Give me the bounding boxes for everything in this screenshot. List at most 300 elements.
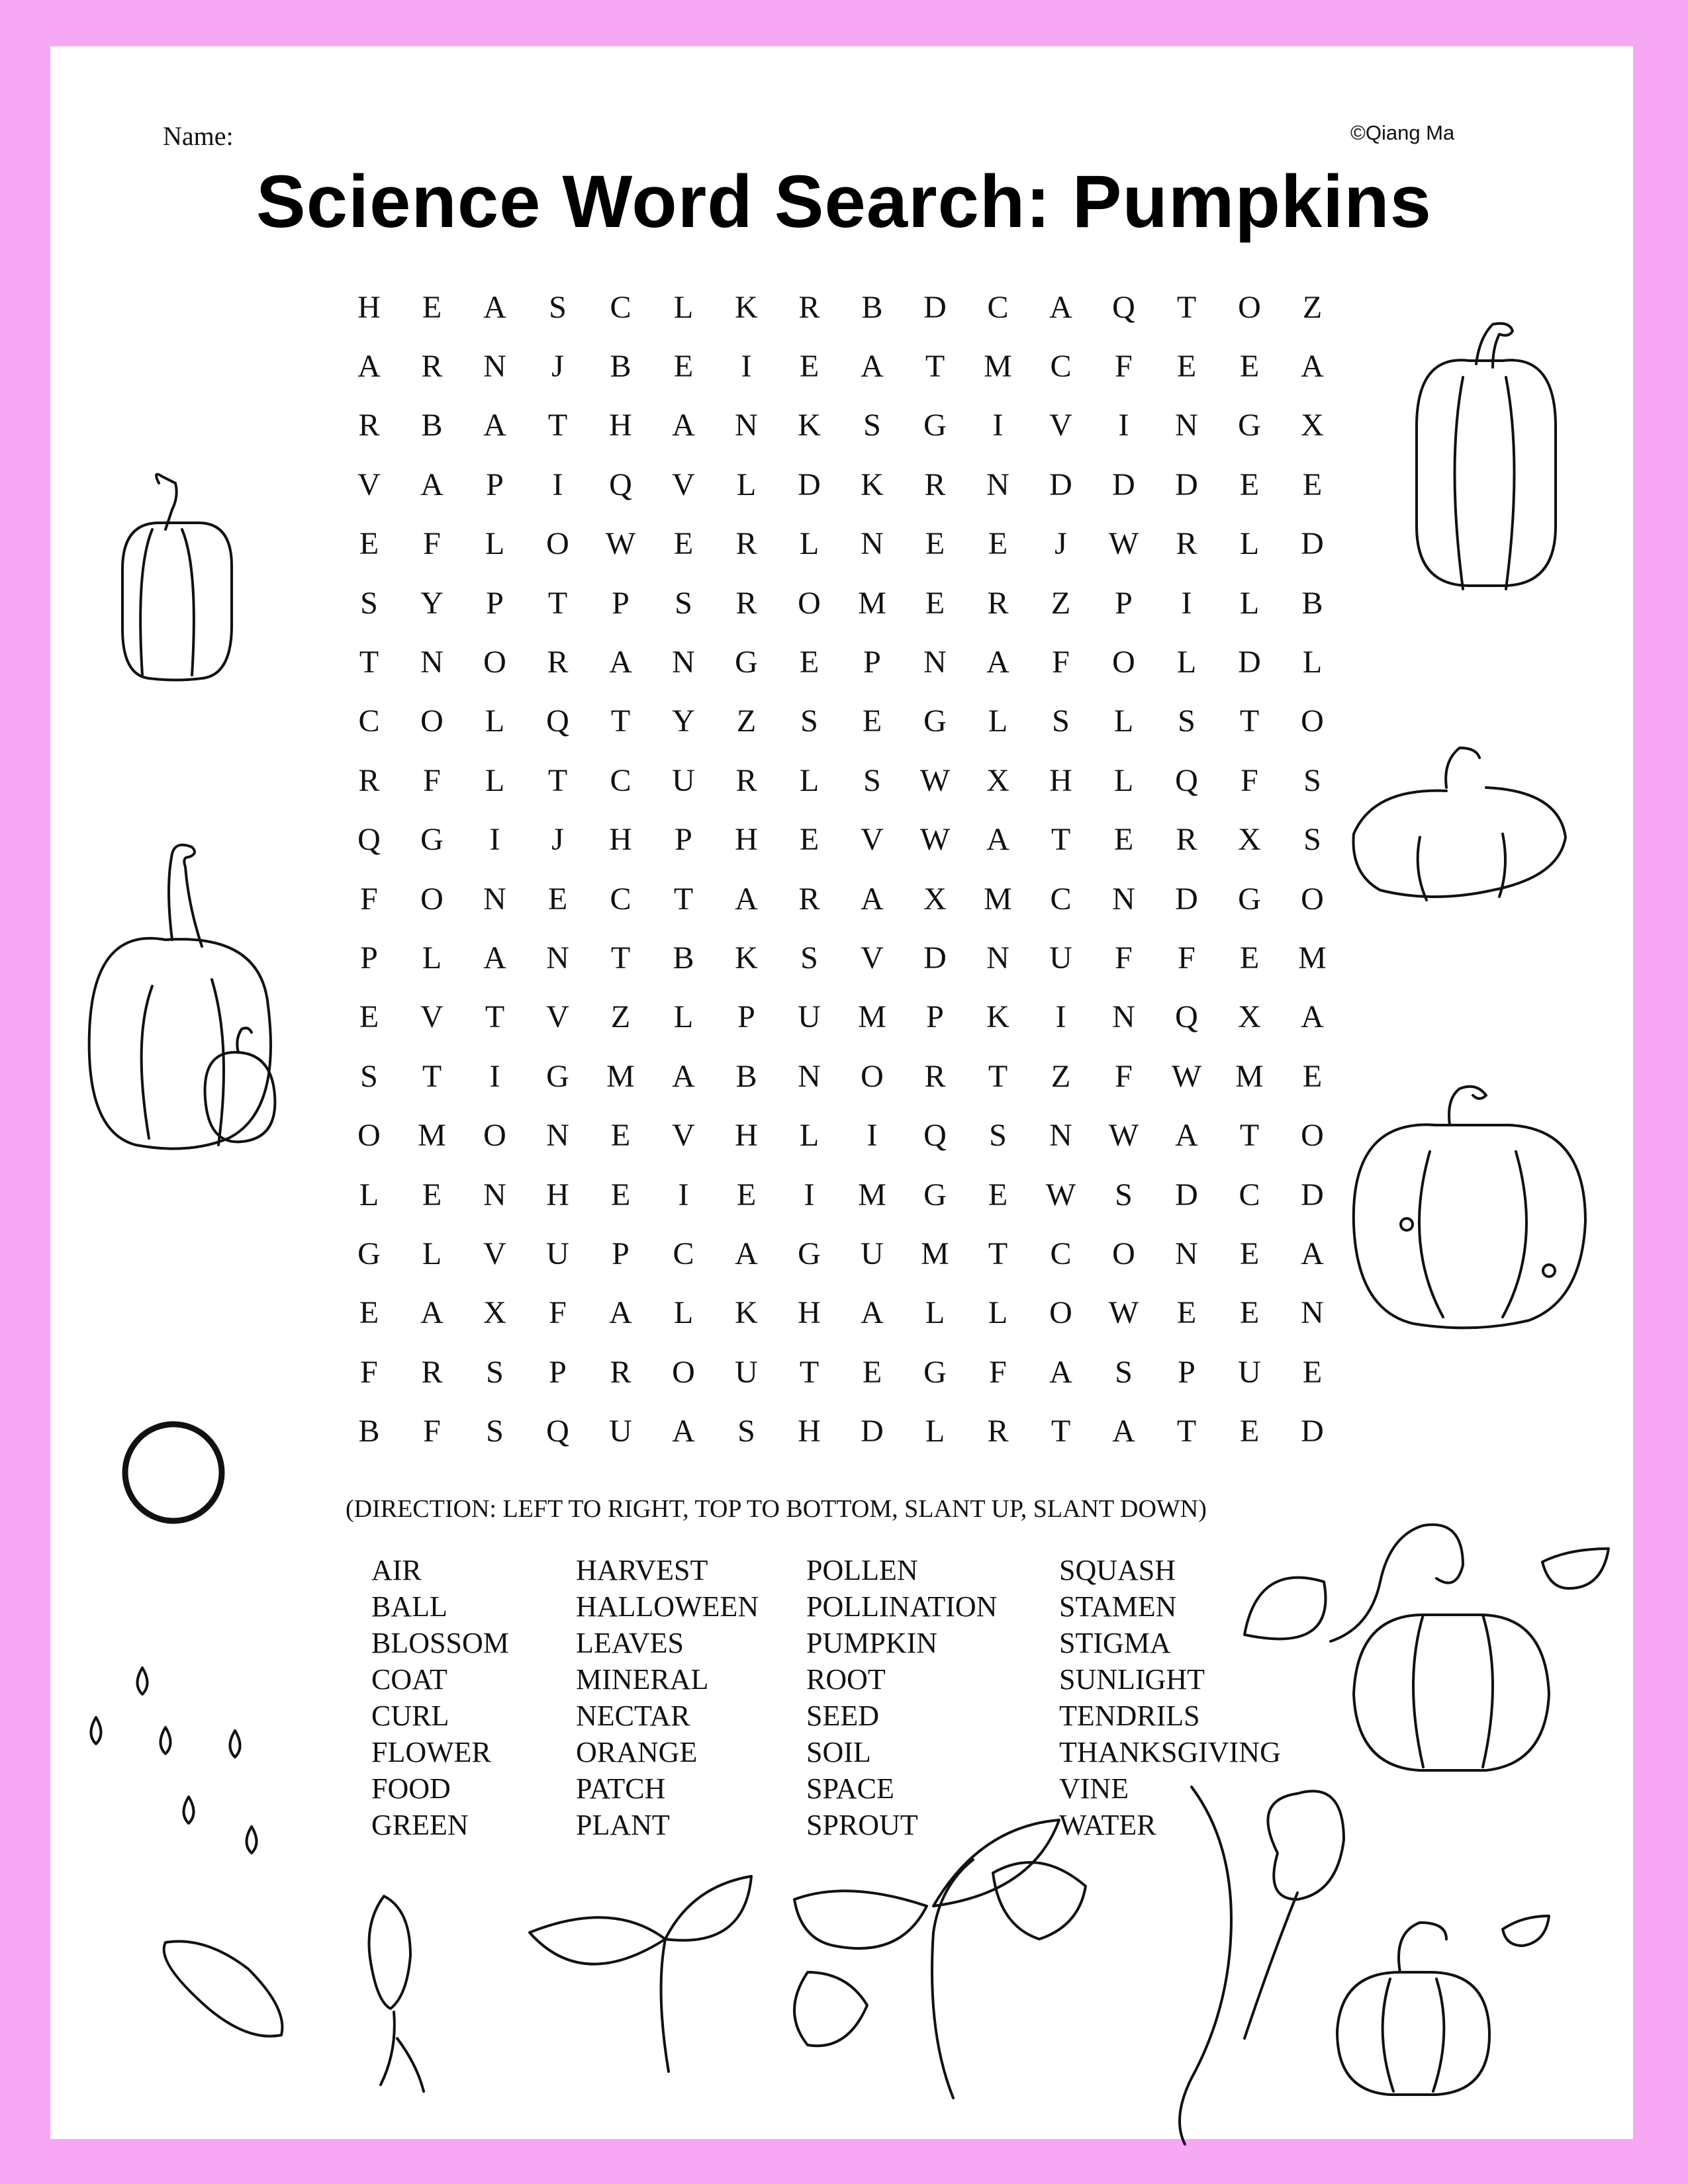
grid-letter: A: [672, 408, 695, 443]
grid-letter: A: [483, 289, 506, 325]
word-list-item: PLANT: [576, 1809, 670, 1841]
grid-letter: V: [861, 940, 884, 976]
word-list-item: STIGMA: [1059, 1627, 1171, 1659]
word-list-item: TENDRILS: [1059, 1700, 1200, 1732]
grid-row: [338, 278, 1344, 337]
grid-letter: A: [986, 645, 1009, 680]
word-list-item: LEAVES: [576, 1627, 684, 1659]
grid-letter: S: [360, 1058, 378, 1094]
grid-letter: T: [1051, 822, 1071, 858]
grid-letter: E: [862, 1354, 882, 1390]
grid-letter: T: [925, 349, 945, 385]
grid-letter: T: [799, 1354, 820, 1390]
grid-letter: Q: [1175, 999, 1198, 1035]
grid-letter: R: [610, 1354, 632, 1390]
grid-letter: A: [1049, 289, 1072, 325]
grid-letter: A: [735, 1236, 758, 1271]
grid-letter: P: [863, 645, 881, 680]
grid-letter: O: [420, 704, 444, 739]
grid-letter: D: [861, 1414, 884, 1449]
grid-letter: L: [799, 762, 820, 798]
word-list-item: GREEN: [371, 1809, 469, 1841]
grid-letter: L: [1176, 645, 1197, 680]
grid-letter: L: [673, 999, 694, 1035]
grid-letter: A: [1112, 1414, 1135, 1449]
grid-letter: Q: [546, 704, 569, 739]
grid-letter: M: [418, 1118, 446, 1154]
grid-letter: E: [862, 704, 882, 739]
grid-letter: N: [1049, 1118, 1072, 1154]
grid-letter: L: [799, 1118, 820, 1154]
grid-letter: L: [988, 704, 1008, 739]
grid-letter: E: [988, 526, 1008, 562]
grid-letter: R: [987, 1414, 1009, 1449]
grid-row: [338, 515, 1344, 574]
word-list-item: MINERAL: [576, 1663, 709, 1696]
grid-letter: R: [1176, 822, 1197, 858]
grid-letter: N: [798, 1058, 821, 1094]
grid-letter: G: [923, 1354, 947, 1390]
word-list-item: ORANGE: [576, 1736, 698, 1768]
grid-letter: E: [547, 881, 568, 917]
grid-letter: T: [988, 1236, 1008, 1271]
grid-letter: A: [420, 467, 444, 502]
grid-letter: K: [735, 1295, 758, 1331]
grid-letter: L: [485, 762, 505, 798]
grid-letter: T: [610, 940, 631, 976]
grid-letter: O: [1301, 881, 1324, 917]
grid-letter: C: [1239, 1177, 1260, 1212]
grid-letter: O: [1112, 645, 1135, 680]
grid-letter: P: [1178, 1354, 1196, 1390]
grid-letter: A: [861, 1295, 884, 1331]
grid-letter: D: [1175, 1177, 1198, 1212]
grid-letter: L: [1113, 704, 1134, 739]
word-list-item: SPROUT: [806, 1809, 918, 1841]
grid-letter: G: [546, 1058, 569, 1094]
grid-letter: K: [735, 940, 758, 976]
grid-letter: S: [863, 762, 881, 798]
grid-letter: L: [736, 467, 757, 502]
grid-letter: C: [1050, 349, 1072, 385]
grid-letter: C: [1050, 1236, 1072, 1271]
grid-row: [338, 929, 1344, 987]
grid-letter: F: [360, 1354, 378, 1390]
grid-letter: B: [358, 1414, 380, 1449]
grid-letter: T: [547, 408, 568, 443]
grid-letter: I: [1181, 585, 1192, 621]
grid-letter: L: [422, 940, 442, 976]
copyright-notice: ©Qiang Ma: [1350, 121, 1455, 144]
grid-letter: T: [1239, 704, 1260, 739]
grid-letter: W: [919, 762, 951, 798]
grid-row: [338, 692, 1344, 751]
grid-letter: B: [735, 1058, 757, 1094]
grid-letter: H: [609, 822, 632, 858]
grid-letter: A: [861, 881, 884, 917]
grid-letter: I: [992, 408, 1004, 443]
grid-letter: S: [863, 408, 881, 443]
grid-letter: O: [483, 1118, 506, 1154]
grid-letter: C: [358, 704, 380, 739]
grid-letter: N: [672, 645, 695, 680]
grid-row: [338, 1165, 1344, 1224]
grid-letter: J: [1055, 526, 1067, 562]
grid-letter: E: [988, 1177, 1008, 1212]
grid-letter: G: [923, 1177, 947, 1212]
grid-letter: K: [986, 999, 1009, 1035]
grid-letter: R: [924, 1058, 946, 1094]
grid-letter: G: [1238, 881, 1261, 917]
grid-letter: U: [1238, 1354, 1261, 1390]
grid-letter: N: [483, 349, 506, 385]
grid-letter: R: [1176, 526, 1197, 562]
direction-note: (DIRECTION: LEFT TO RIGHT, TOP TO BOTTOM, SLANT UP, SLANT DOWN): [346, 1495, 1207, 1523]
grid-letter: R: [987, 585, 1009, 621]
grid-letter: A: [483, 408, 506, 443]
grid-letter: E: [422, 1177, 442, 1212]
grid-letter: S: [800, 704, 818, 739]
grid-letter: C: [610, 289, 632, 325]
grid-letter: L: [1239, 526, 1260, 562]
grid-letter: O: [357, 1118, 381, 1154]
grid-letter: K: [861, 467, 884, 502]
grid-letter: M: [1298, 940, 1327, 976]
grid-letter: V: [861, 822, 884, 858]
grid-letter: U: [798, 999, 821, 1035]
grid-letter: H: [798, 1414, 821, 1449]
grid-letter: D: [923, 289, 947, 325]
word-list-item: ROOT: [806, 1663, 886, 1696]
word-list-item: FOOD: [371, 1772, 451, 1805]
word-search-grid: [338, 278, 1344, 1469]
grid-letter: E: [925, 526, 945, 562]
grid-letter: E: [1176, 1295, 1197, 1331]
word-list-column-1: [371, 1552, 509, 1843]
grid-letter: S: [549, 289, 567, 325]
grid-letter: N: [1175, 408, 1198, 443]
grid-letter: J: [551, 822, 564, 858]
grid-letter: T: [1176, 289, 1197, 325]
grid-letter: E: [1239, 349, 1260, 385]
grid-letter: N: [1301, 1295, 1324, 1331]
word-list-column-4: [1059, 1552, 1281, 1843]
grid-letter: F: [423, 526, 441, 562]
grid-letter: E: [610, 1177, 631, 1212]
grid-letter: L: [422, 1236, 442, 1271]
grid-letter: A: [1301, 999, 1324, 1035]
grid-letter: P: [737, 999, 755, 1035]
word-list-item: SEED: [806, 1700, 879, 1732]
grid-letter: T: [1239, 1118, 1260, 1154]
grid-letter: N: [420, 645, 444, 680]
grid-letter: E: [1302, 1354, 1323, 1390]
grid-letter: E: [925, 585, 945, 621]
grid-letter: O: [1301, 704, 1324, 739]
grid-letter: U: [861, 1236, 884, 1271]
grid-letter: E: [610, 1118, 631, 1154]
grid-letter: T: [1176, 1414, 1197, 1449]
grid-letter: X: [923, 881, 947, 917]
word-list-item: SUNLIGHT: [1059, 1663, 1205, 1696]
grid-letter: H: [735, 822, 758, 858]
grid-letter: N: [1112, 881, 1135, 917]
grid-letter: T: [422, 1058, 442, 1094]
grid-letter: I: [489, 822, 500, 858]
grid-letter: A: [861, 349, 884, 385]
grid-letter: D: [798, 467, 821, 502]
word-list-column-2: [576, 1552, 759, 1843]
grid-letter: P: [675, 822, 692, 858]
grid-letter: A: [609, 1295, 632, 1331]
grid-letter: P: [549, 1354, 567, 1390]
grid-letter: E: [673, 526, 694, 562]
grid-row: [338, 1284, 1344, 1343]
grid-letter: O: [483, 645, 506, 680]
grid-letter: L: [988, 1295, 1008, 1331]
word-list-item: PATCH: [576, 1772, 666, 1805]
grid-letter: M: [858, 585, 886, 621]
grid-letter: N: [546, 1118, 569, 1154]
grid-letter: L: [1239, 585, 1260, 621]
grid-letter: S: [737, 1414, 755, 1449]
grid-letter: S: [675, 585, 692, 621]
grid-letter: F: [1052, 645, 1070, 680]
grid-letter: E: [1239, 940, 1260, 976]
word-list-item: POLLEN: [806, 1554, 918, 1586]
grid-letter: F: [549, 1295, 567, 1331]
grid-letter: O: [1238, 289, 1261, 325]
grid-letter: E: [1239, 1236, 1260, 1271]
grid-letter: K: [735, 289, 758, 325]
grid-letter: W: [605, 526, 636, 562]
grid-letter: R: [358, 408, 380, 443]
grid-letter: D: [1175, 881, 1198, 917]
grid-letter: M: [1235, 1058, 1264, 1094]
grid-letter: D: [1301, 1414, 1324, 1449]
grid-letter: A: [1175, 1118, 1198, 1154]
word-list-item: PUMPKIN: [806, 1627, 938, 1659]
grid-letter: X: [483, 1295, 506, 1331]
grid-letter: X: [986, 762, 1009, 798]
word-list-item: HALLOWEEN: [576, 1590, 759, 1623]
grid-letter: C: [610, 881, 632, 917]
grid-letter: E: [1302, 1058, 1323, 1094]
grid-row: [338, 811, 1344, 870]
grid-letter: T: [988, 1058, 1008, 1094]
grid-letter: N: [735, 408, 758, 443]
grid-letter: F: [1115, 349, 1133, 385]
grid-letter: S: [1115, 1354, 1133, 1390]
grid-letter: S: [1303, 762, 1321, 798]
grid-letter: H: [798, 1295, 821, 1331]
grid-letter: D: [1301, 526, 1324, 562]
grid-letter: H: [735, 1118, 758, 1154]
grid-letter: F: [1241, 762, 1258, 798]
grid-letter: P: [926, 999, 944, 1035]
grid-letter: P: [612, 1236, 630, 1271]
grid-letter: W: [1108, 526, 1139, 562]
grid-letter: S: [1178, 704, 1196, 739]
grid-letter: J: [551, 349, 564, 385]
grid-letter: F: [989, 1354, 1007, 1390]
grid-letter: Q: [1112, 289, 1135, 325]
grid-letter: O: [420, 881, 444, 917]
grid-letter: Y: [672, 704, 695, 739]
grid-letter: N: [1175, 1236, 1198, 1271]
grid-letter: L: [1113, 762, 1134, 798]
grid-letter: F: [1115, 940, 1133, 976]
grid-letter: H: [1049, 762, 1072, 798]
grid-letter: Q: [546, 1414, 569, 1449]
grid-letter: K: [798, 408, 821, 443]
grid-letter: T: [673, 881, 694, 917]
grid-letter: D: [1301, 1177, 1324, 1212]
grid-letter: M: [984, 349, 1012, 385]
grid-letter: R: [798, 289, 820, 325]
grid-letter: E: [1302, 467, 1323, 502]
word-list-item: BLOSSOM: [371, 1627, 509, 1659]
grid-letter: F: [423, 1414, 441, 1449]
grid-letter: F: [423, 762, 441, 798]
grid-letter: S: [486, 1414, 504, 1449]
grid-letter: Z: [610, 999, 631, 1035]
grid-letter: F: [1178, 940, 1196, 976]
grid-letter: Z: [1302, 289, 1323, 325]
grid-row: [338, 1106, 1344, 1165]
grid-letter: G: [420, 822, 444, 858]
grid-letter: E: [1113, 822, 1134, 858]
grid-letter: I: [1118, 408, 1129, 443]
word-list-item: AIR: [371, 1554, 422, 1586]
grid-letter: T: [610, 704, 631, 739]
grid-letter: V: [483, 1236, 506, 1271]
grid-letter: U: [672, 762, 695, 798]
word-list-column-3: [806, 1552, 997, 1843]
grid-letter: S: [486, 1354, 504, 1390]
grid-row: [338, 751, 1344, 810]
grid-letter: A: [609, 645, 632, 680]
grid-letter: V: [1049, 408, 1072, 443]
grid-letter: A: [735, 881, 758, 917]
grid-letter: D: [1112, 467, 1135, 502]
grid-letter: P: [1115, 585, 1133, 621]
grid-letter: F: [1115, 1058, 1133, 1094]
grid-letter: I: [489, 1058, 500, 1094]
grid-letter: Q: [1175, 762, 1198, 798]
grid-letter: M: [984, 881, 1012, 917]
grid-letter: W: [919, 822, 951, 858]
grid-letter: U: [1049, 940, 1072, 976]
grid-letter: L: [359, 1177, 379, 1212]
grid-letter: T: [547, 585, 568, 621]
grid-letter: E: [359, 1295, 379, 1331]
grid-letter: N: [483, 1177, 506, 1212]
word-list-item: SOIL: [806, 1736, 871, 1768]
grid-letter: O: [546, 526, 569, 562]
grid-letter: A: [1301, 349, 1324, 385]
grid-letter: A: [672, 1058, 695, 1094]
grid-letter: F: [360, 881, 378, 917]
grid-letter: B: [1301, 585, 1323, 621]
grid-letter: I: [867, 1118, 878, 1154]
grid-letter: U: [546, 1236, 569, 1271]
grid-letter: N: [986, 467, 1009, 502]
grid-letter: E: [799, 645, 820, 680]
grid-letter: G: [1238, 408, 1261, 443]
grid-letter: D: [1175, 467, 1198, 502]
grid-row: [338, 870, 1344, 929]
word-list-item: BALL: [371, 1590, 447, 1623]
word-list-item: POLLINATION: [806, 1590, 998, 1623]
grid-letter: S: [360, 585, 378, 621]
word-list-item: VINE: [1059, 1772, 1129, 1805]
grid-letter: E: [799, 349, 820, 385]
grid-letter: N: [923, 645, 947, 680]
grid-letter: N: [1112, 999, 1135, 1035]
grid-letter: L: [673, 1295, 694, 1331]
grid-letter: X: [1238, 999, 1261, 1035]
grid-letter: H: [357, 289, 381, 325]
grid-letter: H: [609, 408, 632, 443]
grid-letter: I: [678, 1177, 689, 1212]
grid-letter: G: [923, 704, 947, 739]
grid-letter: A: [483, 940, 506, 976]
word-list-item: STAMEN: [1059, 1590, 1177, 1623]
grid-row: [338, 1343, 1344, 1402]
grid-letter: L: [799, 526, 820, 562]
grid-letter: R: [735, 762, 757, 798]
grid-letter: T: [485, 999, 505, 1035]
grid-letter: N: [986, 940, 1009, 976]
grid-letter: L: [485, 526, 505, 562]
grid-letter: C: [610, 762, 632, 798]
grid-letter: M: [858, 999, 886, 1035]
grid-letter: E: [359, 999, 379, 1035]
grid-letter: A: [1301, 1236, 1324, 1271]
grid-letter: L: [925, 1295, 945, 1331]
grid-letter: A: [986, 822, 1009, 858]
grid-letter: T: [359, 645, 379, 680]
grid-letter: L: [1302, 645, 1323, 680]
grid-letter: S: [800, 940, 818, 976]
grid-letter: R: [547, 645, 569, 680]
grid-letter: M: [606, 1058, 635, 1094]
grid-letter: I: [804, 1177, 815, 1212]
grid-row: [338, 455, 1344, 514]
grid-letter: W: [1108, 1118, 1139, 1154]
grid-row: [338, 337, 1344, 396]
grid-letter: R: [421, 1354, 443, 1390]
grid-letter: L: [925, 1414, 945, 1449]
page-title: Science Word Search: Pumpkins: [256, 160, 1432, 243]
grid-letter: I: [741, 349, 752, 385]
grid-letter: E: [1239, 1295, 1260, 1331]
grid-letter: V: [357, 467, 381, 502]
grid-letter: A: [1049, 1354, 1072, 1390]
grid-letter: C: [987, 289, 1009, 325]
grid-row: [338, 633, 1344, 692]
grid-letter: V: [420, 999, 444, 1035]
grid-letter: B: [610, 349, 632, 385]
grid-letter: A: [357, 349, 381, 385]
grid-letter: Y: [420, 585, 444, 621]
grid-letter: X: [1301, 408, 1324, 443]
name-label: Name:: [163, 121, 234, 151]
grid-letter: V: [672, 1118, 695, 1154]
word-list-item: WATER: [1059, 1809, 1156, 1841]
grid-letter: O: [1301, 1118, 1324, 1154]
